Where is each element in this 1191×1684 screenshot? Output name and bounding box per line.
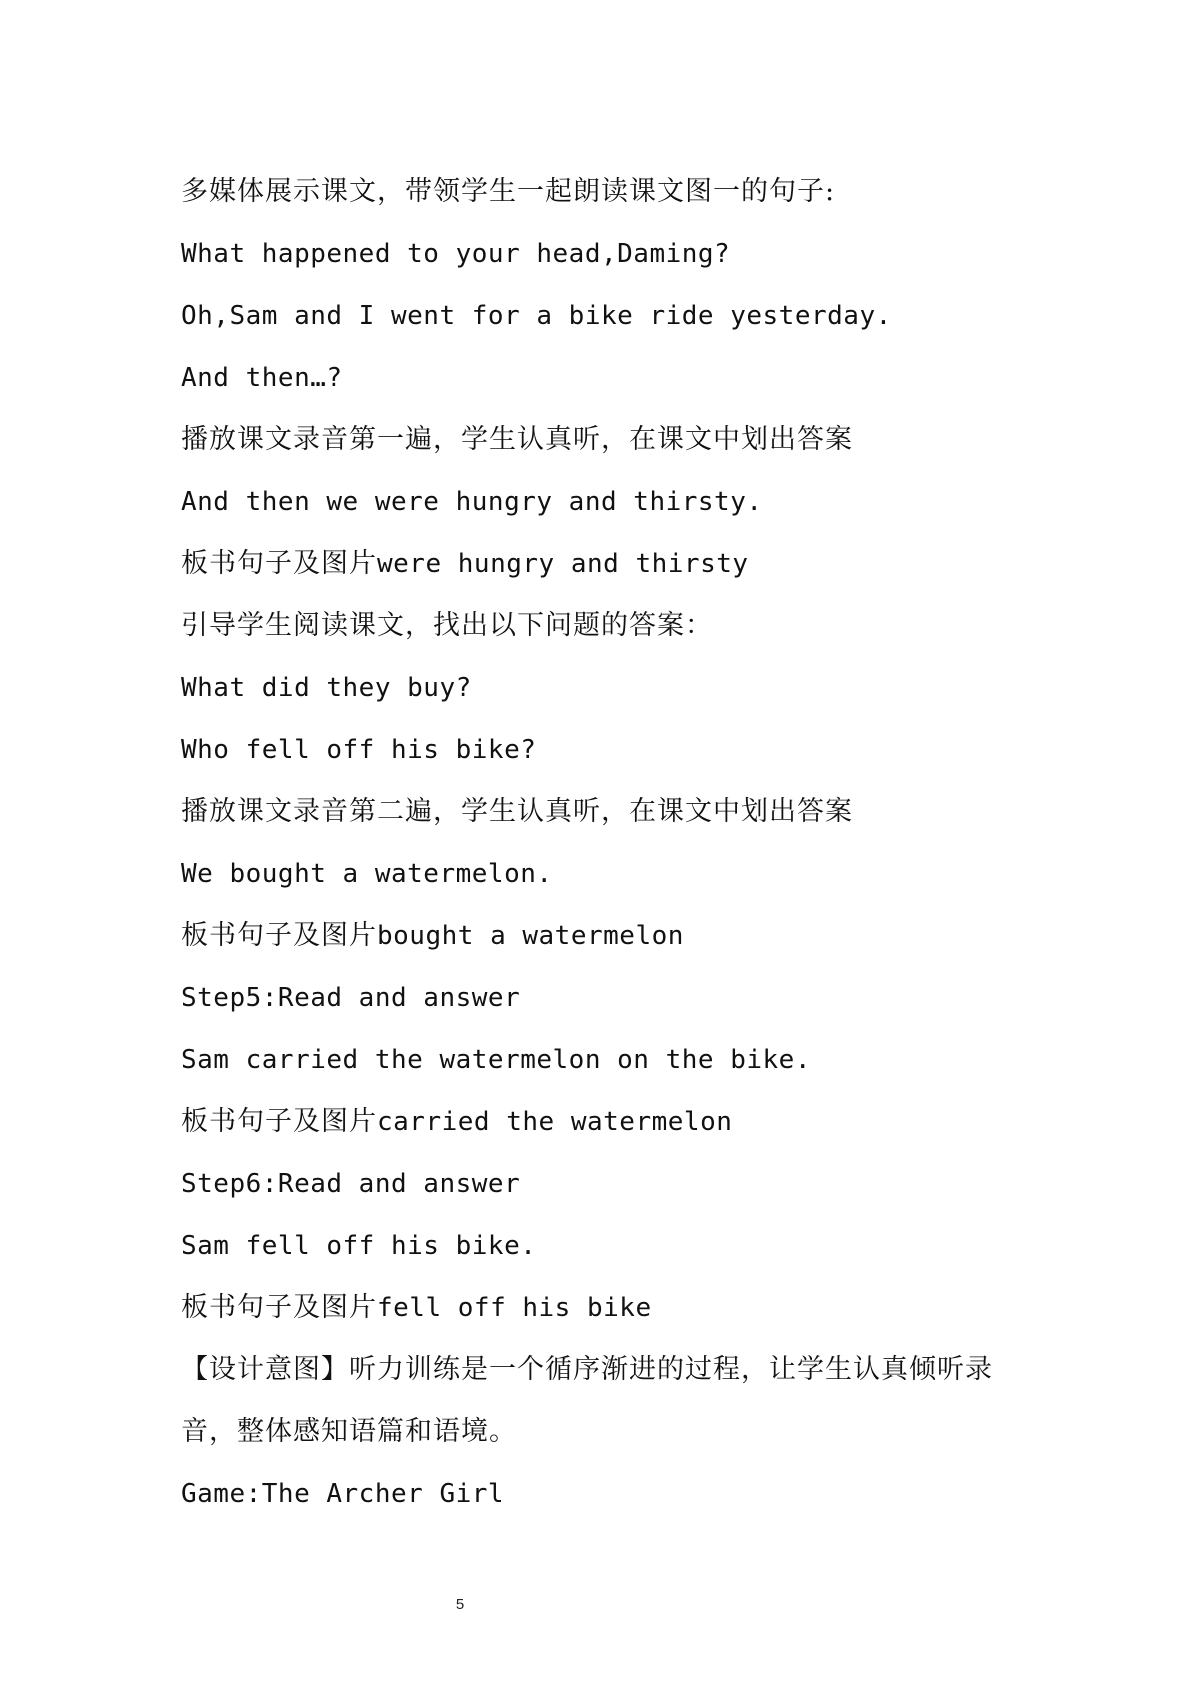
text-line — [181, 542, 1041, 604]
text-line: 引导学生阅读课文，找出以下问题的答案： — [181, 610, 713, 641]
blackboard-label: 板书句子及图片 — [181, 1106, 377, 1137]
text-line: Sam fell off his bike. — [181, 1231, 537, 1261]
step-heading: Step5:Read and answer — [181, 983, 521, 1013]
blackboard-label: 板书句子及图片 — [181, 1292, 377, 1323]
design-intent-text: 音，整体感知语篇和语境。 — [181, 1416, 517, 1447]
page-number: 5 — [455, 1596, 465, 1613]
text-line: We bought a watermelon. — [181, 859, 553, 889]
text-line: 多媒体展示课文，带领学生一起朗读课文图一的句子: — [181, 176, 836, 207]
text-line — [181, 1286, 1041, 1348]
step-heading: Step6:Read and answer — [181, 1169, 521, 1199]
blackboard-label: 板书句子及图片 — [181, 920, 377, 951]
text-line: Who fell off his bike? — [181, 735, 537, 765]
text-line: 播放课文录音第一遍，学生认真听，在课文中划出答案 — [181, 424, 853, 455]
text-line: What did they buy? — [181, 673, 472, 703]
design-intent-text: 【设计意图】听力训练是一个循序渐进的过程，让学生认真倾听录 — [181, 1354, 993, 1385]
text-line: Sam carried the watermelon on the bike. — [181, 1045, 811, 1075]
blackboard-phrase: fell off his bike — [377, 1293, 652, 1323]
text-line: 播放课文录音第二遍，学生认真听，在课文中划出答案 — [181, 796, 853, 827]
blackboard-phrase: were hungry and thirsty — [377, 549, 749, 579]
text-line: And then…? — [181, 363, 343, 393]
blackboard-label: 板书句子及图片 — [181, 548, 377, 579]
blackboard-phrase: carried the watermelon — [377, 1107, 733, 1137]
text-line: And then we were hungry and thirsty. — [181, 487, 763, 517]
text-line — [181, 1100, 1041, 1162]
game-title: Game:The Archer Girl — [181, 1479, 505, 1509]
text-line: Oh,Sam and I went for a bike ride yesterday. — [181, 301, 892, 331]
blackboard-phrase: bought a watermelon — [377, 921, 684, 951]
lesson-text — [181, 170, 1041, 1534]
text-line — [181, 914, 1041, 976]
text-line: What happened to your head,Daming? — [181, 239, 731, 269]
